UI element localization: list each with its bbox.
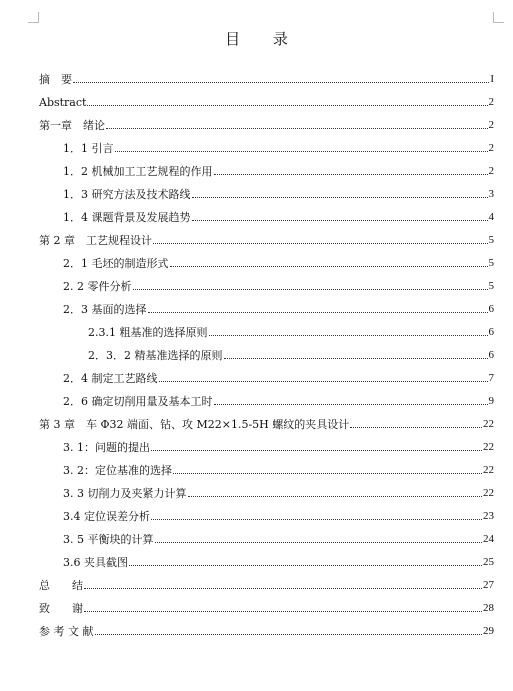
toc-entry-label: 3. 2：定位基准的选择 [63, 464, 172, 477]
dot-leader [73, 81, 489, 83]
toc-entry[interactable] [39, 576, 494, 592]
toc-entry[interactable] [63, 507, 494, 523]
toc-entry-label: 致 谢 [39, 602, 83, 615]
dot-leader [84, 610, 482, 612]
toc-entry-label: 第一章 绪论 [39, 119, 105, 132]
toc-entry[interactable] [63, 208, 494, 224]
toc-entry-page: 28 [483, 602, 494, 614]
toc-entry-page: 4 [488, 211, 494, 223]
dot-leader [192, 219, 488, 221]
toc-entry[interactable] [39, 599, 494, 615]
toc-entry-page: 27 [483, 579, 494, 591]
toc-entry-label: 2．3 基面的选择 [63, 303, 147, 316]
toc-entry-page: 22 [483, 487, 494, 499]
dot-leader [209, 334, 488, 336]
toc-entry[interactable] [63, 162, 494, 178]
toc-entry-page: 25 [483, 556, 494, 568]
toc-entry-label: 1．2 机械加工工艺规程的作用 [63, 165, 213, 178]
toc-entry[interactable] [39, 622, 494, 638]
dot-leader [133, 288, 488, 290]
toc-entry-page: 22 [483, 464, 494, 476]
toc-entry[interactable] [88, 346, 494, 362]
dot-leader [87, 104, 487, 106]
dot-leader [151, 449, 482, 451]
toc-entry[interactable] [63, 461, 494, 477]
toc-entry[interactable] [88, 323, 494, 339]
toc-entry-label: 3. 3 切削力及夹紧力计算 [63, 487, 187, 500]
toc-entry-page: 22 [483, 441, 494, 453]
toc-entry-label: 1．1 引言 [63, 142, 114, 155]
toc-entry-page: I [490, 73, 494, 85]
toc-entry-label: 2. 2 零件分析 [63, 280, 132, 293]
page-title: 目 录 [225, 30, 302, 48]
dot-leader [155, 541, 483, 543]
toc-entry-label: 第 3 章 车 Φ32 端面、钻、攻 M22×1.5-5H 螺纹的夹具设计 [39, 418, 350, 431]
toc-entry-page: 6 [488, 303, 494, 315]
dot-leader [214, 403, 488, 405]
toc-entry[interactable] [63, 530, 494, 546]
toc-entry[interactable] [63, 254, 494, 270]
toc-entry-page: 22 [483, 418, 494, 430]
toc-entry-label: 1．4 课题背景及发展趋势 [63, 211, 191, 224]
toc-entry-page: 24 [483, 533, 494, 545]
toc-entry[interactable] [63, 438, 494, 454]
dot-leader [148, 311, 488, 313]
toc-entry-page: 5 [488, 234, 494, 246]
toc-entry-label: 2.3.1 粗基准的选择原则 [88, 326, 208, 339]
toc-entry-label: 2．6 确定切削用量及基本工时 [63, 395, 213, 408]
dot-leader [192, 196, 488, 198]
toc-entry[interactable] [39, 70, 494, 86]
toc-entry-page: 2 [488, 165, 494, 177]
dot-leader [153, 242, 488, 244]
toc-entry-label: 摘 要 [39, 73, 72, 86]
toc-entry-page: 2 [488, 142, 494, 154]
dot-leader [173, 472, 482, 474]
toc-entry-page: 5 [488, 280, 494, 292]
toc-entry[interactable] [63, 369, 494, 385]
crop-mark-top-left [28, 12, 39, 23]
dot-leader [159, 380, 488, 382]
dot-leader [129, 564, 482, 566]
dot-leader [224, 357, 488, 359]
dot-leader [170, 265, 488, 267]
toc-entry[interactable] [39, 93, 494, 109]
toc-entry-label: 3.6 夹具截图 [63, 556, 128, 569]
toc-entry-page: 23 [483, 510, 494, 522]
toc-entry-label: 2．4 制定工艺路线 [63, 372, 158, 385]
dot-leader [115, 150, 488, 152]
toc-entry[interactable] [63, 185, 494, 201]
dot-leader [151, 518, 482, 520]
toc-entry[interactable] [63, 553, 494, 569]
dot-leader [214, 173, 488, 175]
toc-entry-page: 6 [488, 326, 494, 338]
toc-entry[interactable] [63, 139, 494, 155]
dot-leader [84, 587, 482, 589]
toc-entry[interactable] [39, 116, 494, 132]
toc-entry-label: 3.4 定位误差分析 [63, 510, 150, 523]
toc-entry-page: 2 [488, 119, 494, 131]
toc-entry-label: 2．3．2 精基准选择的原则 [88, 349, 223, 362]
toc-entry-page: 6 [488, 349, 494, 361]
toc-entry-page: 3 [488, 188, 494, 200]
toc-entry-label: Abstract [39, 96, 87, 109]
toc-entry-page: 7 [488, 372, 494, 384]
toc-entry-label: 参 考 文 献 [39, 625, 94, 638]
toc-entry-page: 9 [488, 395, 494, 407]
toc-entry-label: 1．3 研究方法及技术路线 [63, 188, 191, 201]
toc-entry[interactable] [63, 392, 494, 408]
toc-entry-page: 2 [488, 96, 494, 108]
toc-entry-label: 总 结 [39, 579, 83, 592]
dot-leader [188, 495, 483, 497]
toc-entry-label: 2．1 毛坯的制造形式 [63, 257, 169, 270]
toc-entry-page: 5 [488, 257, 494, 269]
crop-mark-top-right [493, 12, 504, 23]
dot-leader [106, 127, 488, 129]
toc-entry-label: 第 2 章 工艺规程设计 [39, 234, 152, 247]
toc-entry[interactable] [63, 277, 494, 293]
toc-entry-label: 3. 1：问题的提出 [63, 441, 150, 454]
toc-entry[interactable] [63, 300, 494, 316]
toc-entry[interactable] [39, 415, 494, 431]
toc-entry-page: 29 [483, 625, 494, 637]
dot-leader [95, 633, 483, 635]
toc-entry-label: 3. 5 平衡块的计算 [63, 533, 154, 546]
toc-entry[interactable] [63, 484, 494, 500]
toc-entry[interactable] [39, 231, 494, 247]
dot-leader [350, 426, 482, 428]
